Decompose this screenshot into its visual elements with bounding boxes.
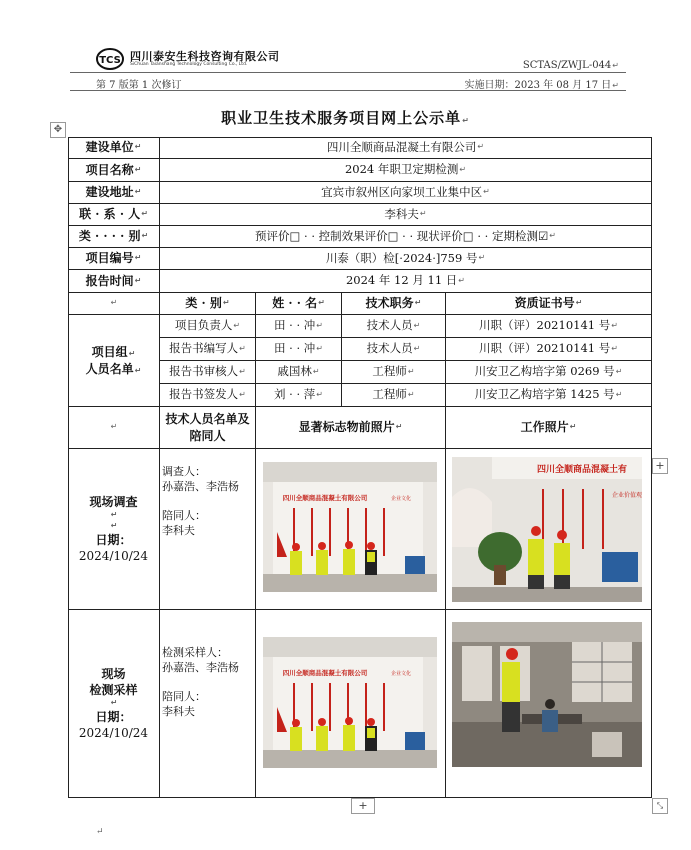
member-cert: 川职（评）20210141 号 ↵	[446, 315, 652, 338]
member-role: 报告书编写人 ↵	[160, 338, 256, 361]
personnel-header-name: 姓 · · 名 ↵	[256, 293, 342, 315]
svg-text:四川全顺商品混凝土有限公司: 四川全顺商品混凝土有限公司	[282, 669, 368, 677]
section-sampling-label: 现场 检测采样 ↵ 日期： 2024/10/24	[68, 610, 160, 798]
value-report-time: 2024 年 12 月 11 日 ↵	[160, 270, 652, 293]
company-name-cn: 四川泰安生科技咨询有限公司	[130, 50, 280, 63]
label-project-no: 项目编号 ↵	[68, 248, 160, 270]
member-title: 技术人员 ↵	[342, 338, 446, 361]
svg-text:四川全顺商品混凝土有: 四川全顺商品混凝土有	[536, 465, 628, 475]
member-name: 田 · · 冲 ↵	[256, 338, 342, 361]
member-role: 报告书签发人 ↵	[160, 384, 256, 407]
value-contact: 李科夫 ↵	[160, 204, 652, 226]
paragraph-mark: ↵	[96, 827, 104, 837]
label-project-name: 项目名称 ↵	[68, 159, 160, 182]
header-divider	[70, 72, 626, 73]
label-address: 建设地址 ↵	[68, 182, 160, 204]
value-construction-unit: 四川全顺商品混凝土有限公司 ↵	[160, 137, 652, 159]
member-name: 田 · · 冲 ↵	[256, 315, 342, 338]
add-row-bottom-button[interactable]: +	[351, 798, 375, 814]
landmark-photo-sampling	[263, 637, 437, 768]
section-sampling-staff: 检测采样人： 孙嘉浩、李浩杨 陪同人： 李科夫	[160, 610, 256, 798]
label-category: 类 · · · · 别 ↵	[68, 226, 160, 248]
company-logo	[96, 47, 326, 71]
personnel-group-label: 项目组↵ 人员名单↵	[68, 315, 160, 407]
work-photo-sampling	[452, 622, 642, 767]
value-project-name: 2024 年职卫定期检测 ↵	[160, 159, 652, 182]
member-name: 刘 · · 萍 ↵	[256, 384, 342, 407]
add-row-right-button[interactable]: +	[652, 458, 668, 474]
section-survey-staff: 调查人： 孙嘉浩、李浩杨 陪同人： 李科夫	[160, 449, 256, 610]
label-contact: 联 · 系 · 人 ↵	[68, 204, 160, 226]
personnel-header-empty: ↵	[68, 293, 160, 315]
table-move-handle-icon[interactable]: ✥	[50, 122, 66, 138]
company-name-en: SiChuan Taianshang Technology Consulting Co., Ltd.	[130, 62, 248, 67]
member-cert: 川职（评）20210141 号 ↵	[446, 338, 652, 361]
svg-text:企业价值观: 企业价值观	[612, 492, 642, 499]
personnel-header-title: 技术职务 ↵	[342, 293, 446, 315]
logo-mark-icon	[96, 47, 126, 71]
value-address: 宜宾市叙州区向家坝工业集中区 ↵	[160, 182, 652, 204]
member-cert: 川安卫乙构培字第 0269 号 ↵	[446, 361, 652, 384]
photo-header-work: 工作照片 ↵	[446, 407, 652, 449]
photo-header-landmark: 显著标志物前照片 ↵	[256, 407, 446, 449]
member-title: 工程师 ↵	[342, 384, 446, 407]
label-construction-unit: 建设单位 ↵	[68, 137, 160, 159]
member-name: 戚国林 ↵	[256, 361, 342, 384]
value-project-no: 川泰（职）检[·2024·]759 号 ↵	[160, 248, 652, 270]
effective-date: 实施日期：2023 年 08 月 17 日↵	[464, 80, 619, 91]
label-report-time: 报告时间 ↵	[68, 270, 160, 293]
personnel-header-cert: 资质证书号 ↵	[446, 293, 652, 315]
svg-text:TCS: TCS	[99, 55, 121, 66]
member-role: 报告书审核人 ↵	[160, 361, 256, 384]
personnel-header-role: 类 · 别 ↵	[160, 293, 256, 315]
member-title: 工程师 ↵	[342, 361, 446, 384]
page-title: 职业卫生技术服务项目网上公示单↵	[221, 109, 470, 127]
doc-code: SCTAS/ZWJL-044↵	[522, 60, 619, 71]
member-cert: 川安卫乙构培字第 1425 号 ↵	[446, 384, 652, 407]
photo-header-empty: ↵	[68, 407, 160, 449]
table-resize-handle-icon[interactable]: ⤡	[652, 798, 668, 814]
photo-header-staff: 技术人员名单及陪同人	[160, 407, 256, 449]
svg-text:企业文化: 企业文化	[390, 671, 412, 677]
landmark-photo-survey	[263, 462, 437, 592]
value-category[interactable]: 预评价□ · · 控制效果评价□ · · 现状评价□ · · 定期检测☑ ↵	[160, 226, 652, 248]
section-survey-label: 现场调查 ↵ ↵ 日期： 2024/10/24	[68, 449, 160, 610]
svg-text:企业文化: 企业文化	[390, 496, 412, 502]
svg-text:四川全顺商品混凝土有限公司: 四川全顺商品混凝土有限公司	[282, 494, 368, 502]
member-title: 技术人员 ↵	[342, 315, 446, 338]
work-photo-survey	[452, 457, 642, 602]
revision-info: 第 7 版第 1 次修订	[96, 80, 182, 91]
member-role: 项目负责人 ↵	[160, 315, 256, 338]
header-divider-2	[70, 90, 626, 91]
